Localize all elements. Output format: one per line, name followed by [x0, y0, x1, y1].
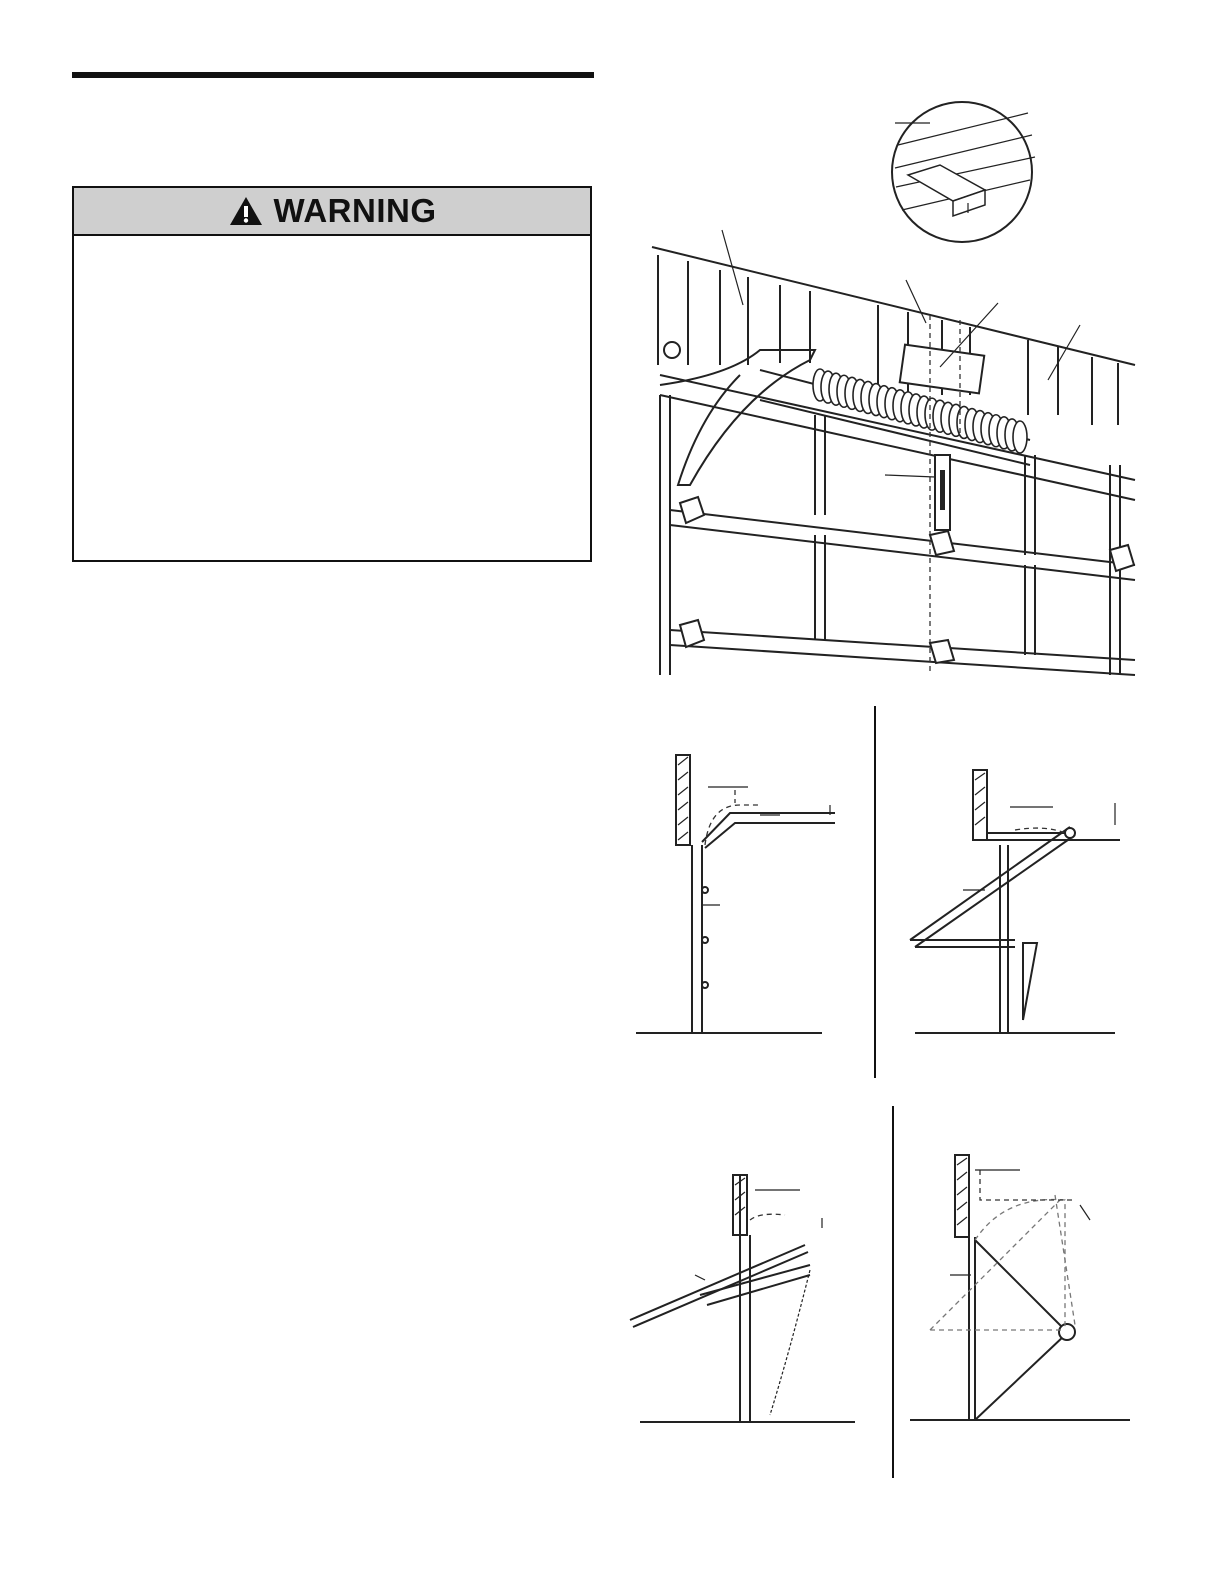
- warning-title: WARNING: [273, 192, 437, 229]
- section-rule: [72, 72, 594, 78]
- garage-door-header-illustration: [640, 95, 1140, 675]
- sectional-door-figure: [630, 745, 850, 1045]
- warning-triangle-icon: [228, 195, 264, 227]
- inset-detail-circle: [892, 102, 1035, 242]
- spring-coil: [1013, 421, 1027, 453]
- header-block: [900, 345, 985, 394]
- tilt-door-figure: [625, 1170, 865, 1430]
- figure-divider-1: [874, 706, 876, 1078]
- one-piece-door-track-figure: [905, 765, 1125, 1045]
- torsion-spring: [760, 369, 1030, 465]
- door-hinges: [680, 497, 1134, 663]
- figure-divider-2: [892, 1106, 894, 1478]
- door-swing-arc-figure: [905, 1150, 1135, 1430]
- warning-header: [74, 188, 590, 236]
- door-panels: [660, 395, 1135, 675]
- warning-box: [72, 186, 592, 562]
